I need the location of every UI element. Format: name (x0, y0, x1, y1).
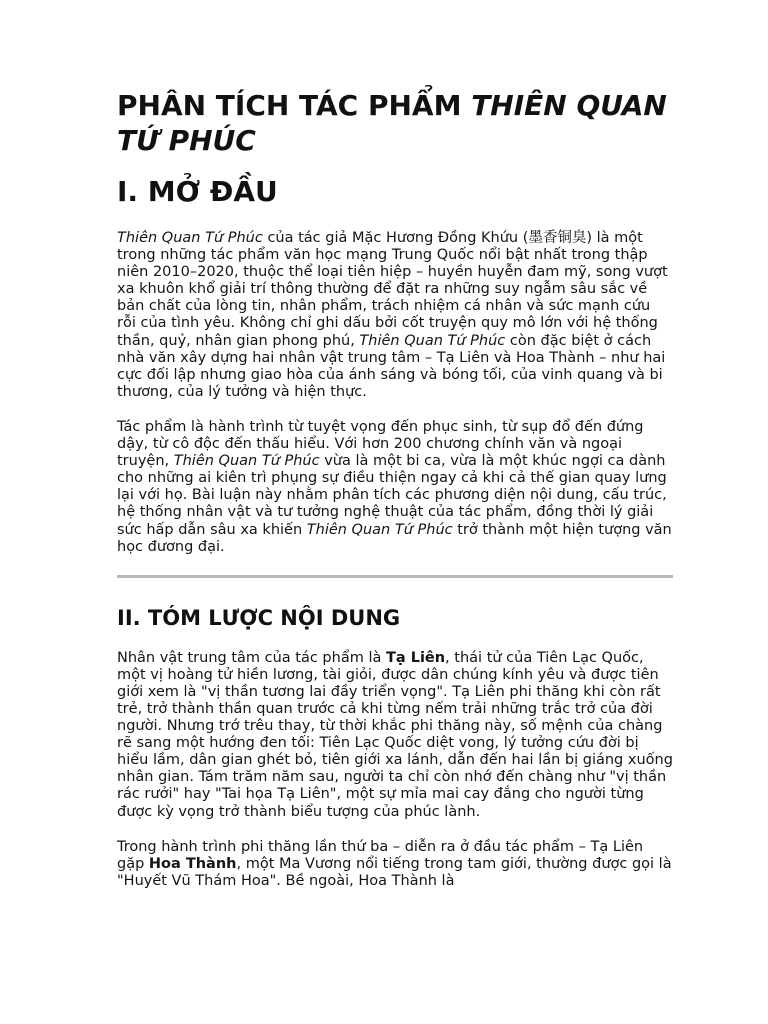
document-title (117, 88, 673, 158)
paragraph-text: Trong hành trình phi thăng lần thứ ba – diễn ra ở đầu tác phẩm – Tạ Liên gặp (117, 838, 644, 872)
character-name-bold: Tạ Liên (385, 649, 446, 666)
paragraph-text: Tác phẩm là hành trình từ tuyệt vọng đến phục sinh, từ sụp đổ đến đứng dậy, từ cô độc đến thấu hiểu. Với hơn 200 chương chính văn và ngoại truyện, (117, 418, 644, 470)
horizontal-divider (117, 575, 673, 578)
paragraph-text: còn đặc biệt ở cách nhà văn xây dựng hai nhân vật trung tâm – Tạ Liên và Hoa Thành – như hai cực đối lập nhưng giao hòa của ánh sáng và bóng tối, của vinh quang và bi thương, của lý tưởng và hiện thực. (117, 332, 666, 400)
paragraph-text: , một Ma Vương nổi tiếng trong tam giới, thường được gọi là "Huyết Vũ Thám Hoa". Bề ngoài, Hoa Thành là (117, 855, 672, 889)
section-heading-intro: I. MỞ ĐẦU (117, 175, 278, 208)
paragraph-text: , thái tử của Tiên Lạc Quốc, một vị hoàng tử hiền lương, tài giỏi, được dân chúng kính yêu và được tiên giới xem là "vị thần tương lai đầy triển vọng". Tạ Liên phi thăng khi còn rất trẻ, trở thành thần quan trước cả khi từng nếm trải những trắc trở của đời người. Nhưng trớ trêu thay, từ thời khắc phi thăng này, số mệnh của chàng rẽ sang một hướng đen tối: Tiên Lạc Quốc diệt vong, lý tưởng cứu đời bị hiểu lầm, dân gian ghét bỏ, tiên giới xa lánh, dẫn đến hai lần bị giáng xuống nhân gian. Tám trăm năm sau, người ta chỉ còn nhớ đến chàng như "vị thần rác rưởi" hay "Tai họa Tạ Liên", một sự mỉa mai cay đắng cho người từng được kỳ vọng trở thành biểu tượng của phúc lành. (117, 649, 673, 820)
title-italic: THIÊN QUAN TỨ PHÚC (117, 89, 667, 157)
intro-paragraph-1 (117, 230, 673, 401)
summary-paragraph-1 (117, 650, 673, 821)
character-name-bold: Hoa Thành (148, 855, 237, 872)
section-heading-summary: II. TÓM LƯỢC NỘI DUNG (117, 605, 401, 630)
title-prefix: PHÂN TÍCH TÁC PHẨM (117, 89, 472, 122)
work-title-italic: Thiên Quan Tứ Phúc (359, 332, 506, 349)
paragraph-text: của tác giả Mặc Hương Đồng Khứu (墨香铜臭) là một trong những tác phẩm văn học mạng Trung Quốc nổi bật nhất trong thập niên 2010–2020, thuộc thể loại tiên hiệp – huyền huyễn đam mỹ, song vượt xa khuôn khổ giải trí thông thường để đặt ra những suy ngẫm sâu sắc về bản chất của lòng tin, nhân phẩm, trách nhiệm cá nhân và sức mạnh cứu rỗi của tình yêu. Không chỉ ghi dấu bởi cốt truyện quy mô lớn với hệ thống thần, quỷ, nhân gian phong phú, (117, 230, 668, 349)
summary-paragraph-2 (117, 839, 673, 890)
paragraph-text: vừa là một bi ca, vừa là một khúc ngợi ca dành cho những ai kiên trì phụng sự điều thiện ngay cả khi cả thế gian quay lưng lại với họ. Bài luận này nhằm phân tích các phương diện nội dung, cấu trúc, hệ thống nhân vật và tư tưởng nghệ thuật của tác phẩm, đồng thời lý giải sức hấp dẫn sâu xa khiến (117, 453, 667, 538)
paragraph-text: Nhân vật trung tâm của tác phẩm là (117, 649, 386, 666)
intro-paragraph-2 (117, 419, 673, 556)
work-title-italic: Thiên Quan Tứ Phúc (117, 230, 263, 246)
work-title-italic: Thiên Quan Tứ Phúc (306, 521, 453, 538)
work-title-italic: Thiên Quan Tứ Phúc (173, 453, 320, 470)
paragraph-text: trở thành một hiện tượng văn học đương đại. (117, 521, 672, 555)
